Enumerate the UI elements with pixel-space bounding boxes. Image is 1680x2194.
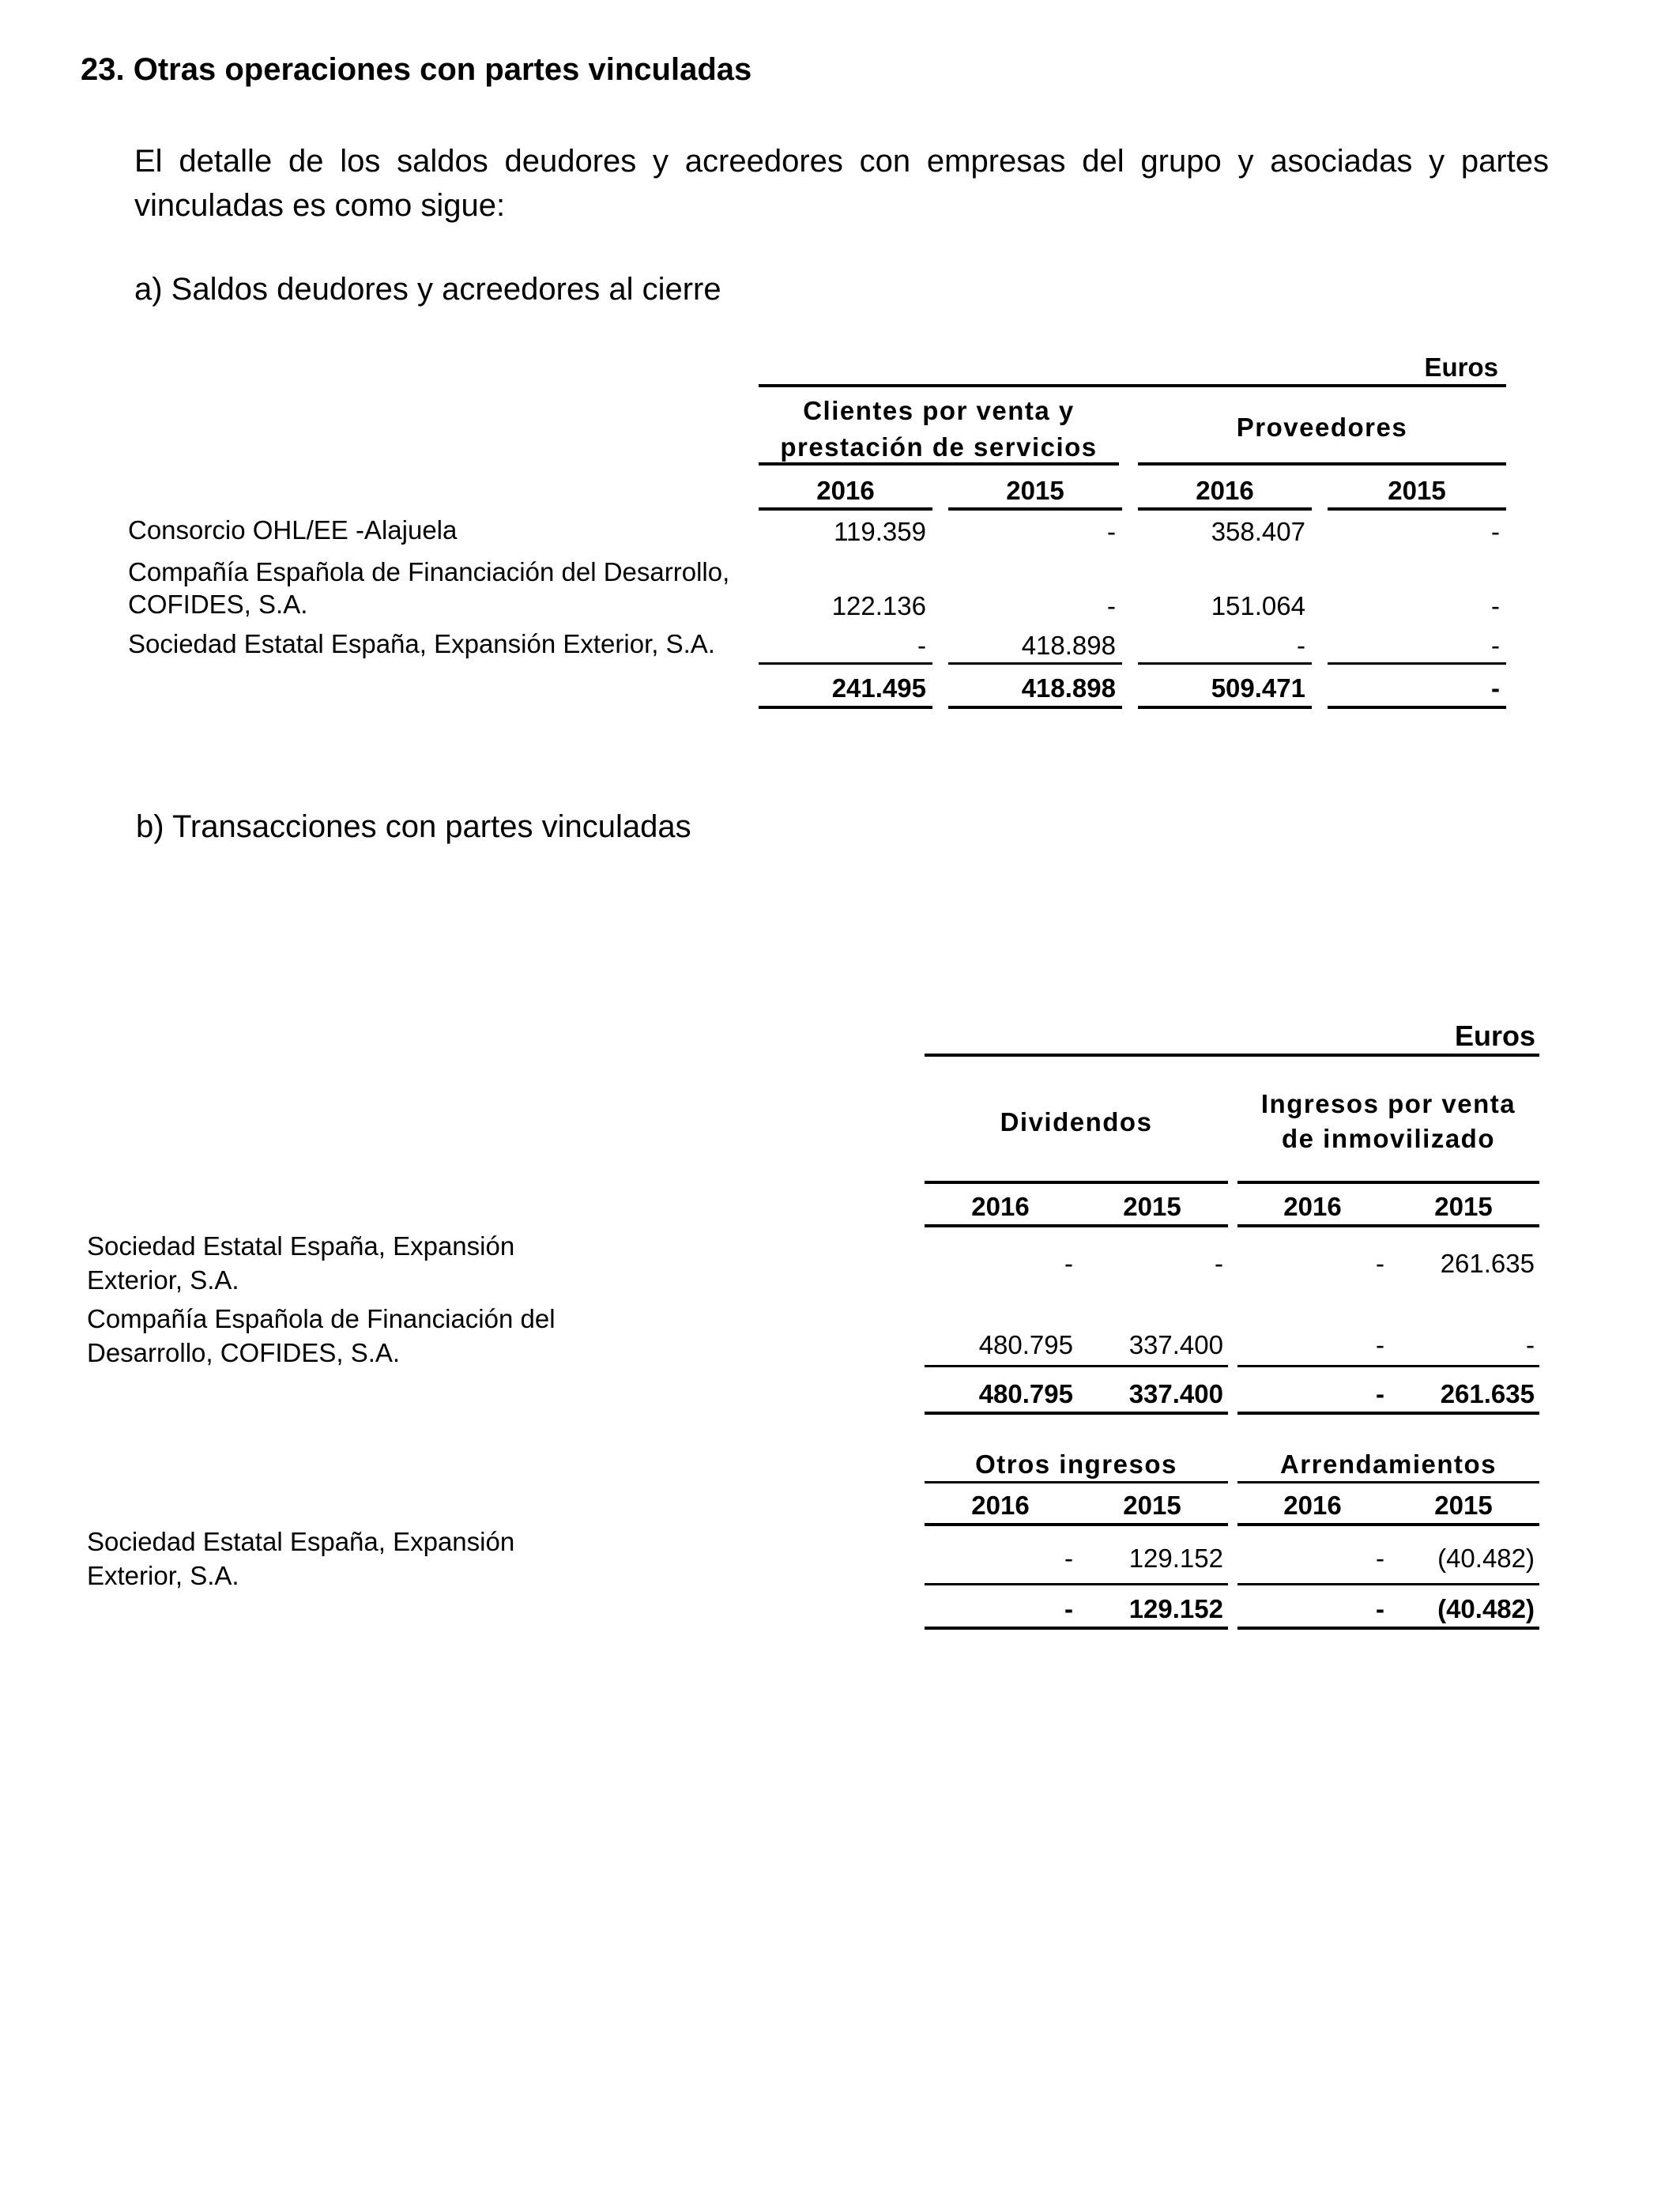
- table-rule: [925, 1481, 1228, 1483]
- table-row-label: Desarrollo, COFIDES, S.A.: [87, 1338, 401, 1367]
- section-title: 23. Otras operaciones con partes vinculadas: [81, 52, 752, 87]
- year-header: 2015: [1388, 476, 1446, 505]
- year-header: 2016: [816, 476, 875, 505]
- table-cell: -: [1376, 1330, 1384, 1359]
- column-group-header: Otros ingresos: [975, 1449, 1177, 1479]
- table-cell: 337.400: [1128, 1330, 1223, 1359]
- table-rule: [1328, 507, 1506, 511]
- column-group-header: Proveedores: [1236, 413, 1408, 442]
- table-row-label: Compañía Española de Financiación del Desarrollo,: [128, 557, 730, 586]
- table-cell: -: [1376, 1249, 1384, 1278]
- table-total: 418.898: [1021, 673, 1116, 703]
- unit-label: Euros: [1454, 1020, 1535, 1052]
- table-rule: [1328, 662, 1506, 665]
- table-rule: [925, 1054, 1539, 1057]
- part-a-heading: a) Saldos deudores y acreedores al cierre: [134, 272, 721, 307]
- table-cell: 151.064: [1211, 591, 1305, 620]
- year-header: 2015: [1006, 476, 1064, 505]
- table-row-label: Compañía Española de Financiación del: [87, 1304, 556, 1333]
- table-rule: [1138, 706, 1312, 709]
- part-b-heading: b) Transacciones con partes vinculadas: [136, 809, 691, 844]
- table-rule: [925, 1523, 1228, 1526]
- year-header: 2015: [1123, 1491, 1181, 1520]
- table-rule: [925, 1365, 1228, 1367]
- table-rule: [925, 1181, 1228, 1184]
- table-rule: [759, 462, 1119, 466]
- year-header: 2016: [1283, 1491, 1342, 1520]
- table-row-label: Exterior, S.A.: [87, 1561, 239, 1590]
- table-total: -: [1491, 673, 1500, 703]
- table-cell: -: [1107, 591, 1116, 620]
- column-group-header: de inmovilizado: [1281, 1124, 1496, 1153]
- table-total: 337.400: [1128, 1379, 1223, 1408]
- table-rule: [759, 384, 1506, 387]
- column-group-header: Dividendos: [1000, 1107, 1153, 1137]
- table-rule: [925, 1224, 1228, 1227]
- unit-label: Euros: [1424, 352, 1498, 382]
- table-total: 509.471: [1211, 673, 1305, 703]
- table-cell: 418.898: [1021, 631, 1116, 660]
- table-total: -: [1376, 1379, 1384, 1408]
- table-cell: -: [1064, 1544, 1073, 1573]
- table-rule: [1138, 507, 1312, 511]
- table-cell: -: [1526, 1330, 1535, 1359]
- table-cell: -: [1376, 1544, 1384, 1573]
- table-rule: [948, 662, 1122, 665]
- table-total: -: [1376, 1594, 1384, 1623]
- column-group-header: Clientes por venta y prestación de servicios: [780, 396, 1098, 462]
- table-rule: [1237, 1412, 1539, 1415]
- table-rule: [1237, 1224, 1539, 1227]
- table-rule: [759, 507, 932, 511]
- table-total: 241.495: [831, 673, 926, 703]
- table-rule: [1328, 706, 1506, 709]
- year-header: 2016: [971, 1491, 1030, 1520]
- table-cell: -: [1491, 517, 1500, 546]
- table-rule: [1237, 1583, 1539, 1585]
- table-total: 480.795: [978, 1379, 1073, 1408]
- table-rule: [1138, 462, 1506, 466]
- table-rule: [759, 706, 932, 709]
- table-cell: -: [1491, 591, 1500, 620]
- table-rule: [1237, 1181, 1539, 1184]
- table-total: -: [1064, 1594, 1073, 1623]
- table-cell: 122.136: [831, 591, 926, 620]
- table-rule: [925, 1412, 1228, 1415]
- year-header: 2016: [971, 1192, 1030, 1221]
- table-rule: [1237, 1365, 1539, 1367]
- table-row-label: Exterior, S.A.: [87, 1265, 239, 1295]
- year-header: 2015: [1434, 1491, 1493, 1520]
- table-cell: 358.407: [1211, 517, 1305, 546]
- year-header: 2016: [1196, 476, 1254, 505]
- table-rule: [1138, 662, 1312, 665]
- table-row-label: COFIDES, S.A.: [128, 590, 308, 619]
- intro-paragraph: El detalle de los saldos deudores y acreedores con empresas del grupo y asociadas y partes vinculadas es como sigue:: [134, 144, 1549, 223]
- table-row-label: Sociedad Estatal España, Expansión: [87, 1231, 515, 1261]
- table-rule: [948, 706, 1122, 709]
- table-cell: -: [917, 631, 926, 660]
- year-header: 2016: [1283, 1192, 1342, 1221]
- table-cell: (40.482): [1437, 1544, 1535, 1573]
- table-cell: 261.635: [1440, 1249, 1535, 1278]
- column-group-header: Ingresos por venta: [1260, 1089, 1516, 1118]
- table-cell: -: [1215, 1249, 1223, 1278]
- table-cell: 129.152: [1128, 1544, 1223, 1573]
- year-header: 2015: [1434, 1192, 1493, 1221]
- table-rule: [925, 1627, 1228, 1630]
- table-rule: [925, 1583, 1228, 1585]
- table-row-label: Consorcio OHL/EE -Alajuela: [128, 515, 458, 545]
- table-cell: 480.795: [978, 1330, 1073, 1359]
- table-row-label: Sociedad Estatal España, Expansión Exterior, S.A.: [128, 629, 715, 658]
- table-cell: -: [1491, 631, 1500, 660]
- table-rule: [1237, 1627, 1539, 1630]
- table-cell: -: [1297, 631, 1305, 660]
- table-rule: [759, 662, 932, 665]
- table-rule: [1237, 1481, 1539, 1483]
- table-total: (40.482): [1437, 1594, 1535, 1623]
- table-cell: 119.359: [834, 517, 926, 546]
- column-group-header: Arrendamientos: [1279, 1449, 1497, 1479]
- table-cell: -: [1064, 1249, 1073, 1278]
- year-header: 2015: [1123, 1192, 1181, 1221]
- table-rule: [1237, 1523, 1539, 1526]
- table-total: 129.152: [1128, 1594, 1223, 1623]
- table-cell: -: [1107, 517, 1116, 546]
- table-row-label: Sociedad Estatal España, Expansión: [87, 1527, 515, 1556]
- table-rule: [948, 507, 1122, 511]
- table-total: 261.635: [1440, 1379, 1535, 1408]
